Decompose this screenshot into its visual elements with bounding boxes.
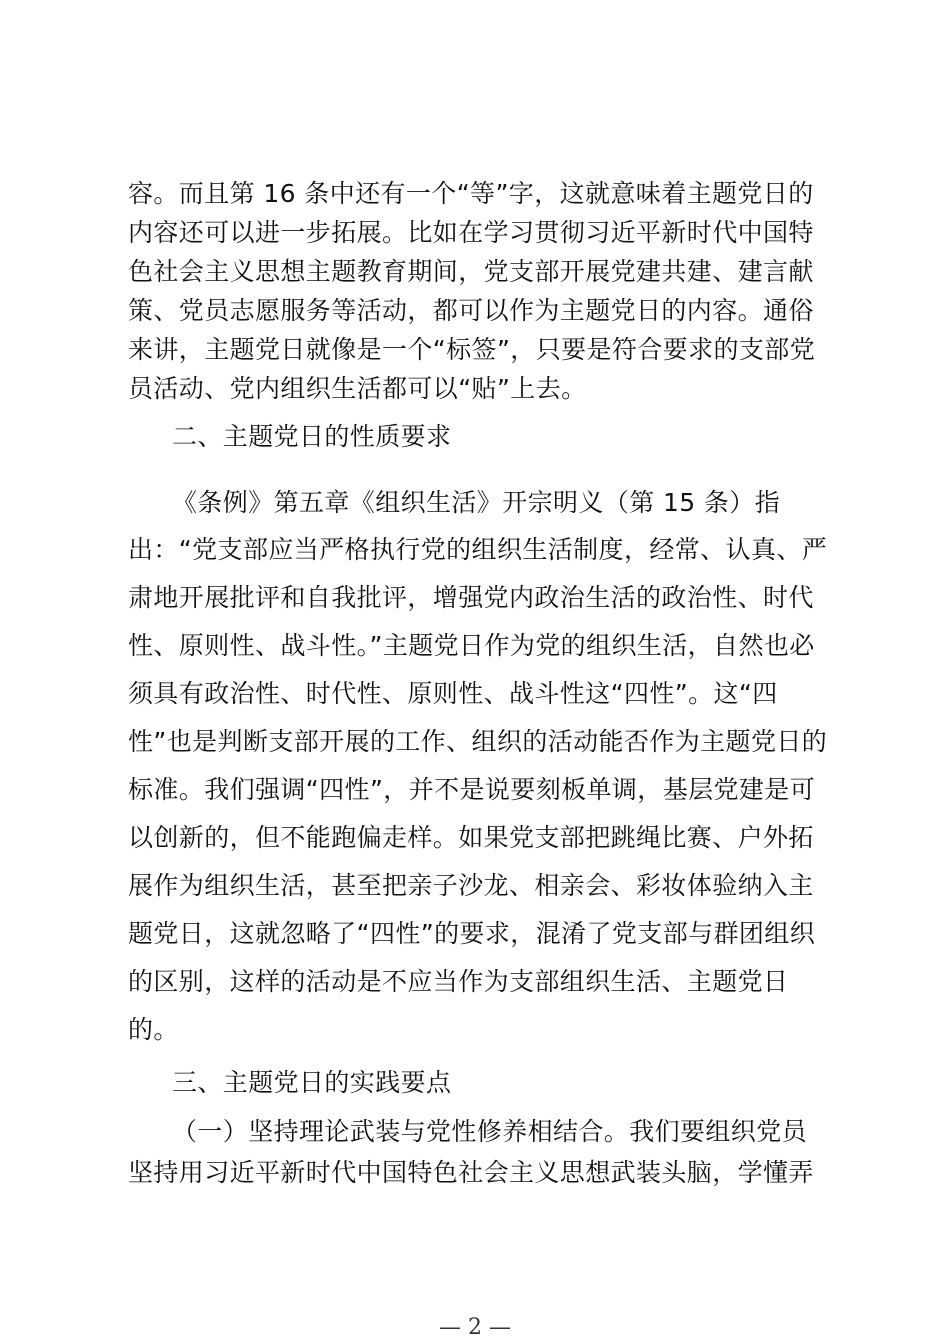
section-heading: 二、主题党日的性质要求 [172, 422, 452, 451]
text-line: 标准。我们强调“四性”，并不是说要刻板单调，基层党建是可 [128, 775, 816, 804]
page-number: — 2 — [439, 1315, 511, 1340]
section-heading: 三、主题党日的实践要点 [172, 1068, 452, 1097]
text-line: 坚持用习近平新时代中国特色社会主义思想武装头脑，学懂弄 [128, 1158, 814, 1187]
text-line: 的。 [128, 1015, 179, 1044]
text-line: 肃地开展批评和自我批评，增强党内政治生活的政治性、时代 [128, 583, 814, 612]
text-line: 容。而且第 16 条中还有一个“等”字，这就意味着主题党日的 [128, 179, 814, 208]
text-line: 以创新的，但不能跑偏走样。如果党支部把跳绳比赛、户外拓 [128, 823, 814, 852]
text-line: （一）坚持理论武装与党性修养相结合。我们要组织党员 [172, 1117, 808, 1146]
text-line: 员活动、党内组织生活都可以“贴”上去。 [128, 374, 587, 403]
text-line: 《条例》第五章《组织生活》开宗明义（第 15 条）指 [172, 488, 781, 517]
text-line: 的区别，这样的活动是不应当作为支部组织生活、主题党日 [128, 967, 789, 996]
text-line: 性”也是判断支部开展的工作、组织的活动能否作为主题党日的 [128, 727, 828, 756]
text-line: 须具有政治性、时代性、原则性、战斗性这“四性”。这“四 [128, 679, 778, 708]
text-line: 性、原则性、战斗性。”主题党日作为党的组织生活，自然也必 [128, 631, 815, 660]
text-line: 出：“党支部应当严格执行党的组织生活制度，经常、认真、严 [128, 535, 828, 564]
text-line: 内容还可以进一步拓展。比如在学习贯彻习近平新时代中国特 [128, 218, 814, 247]
text-line: 来讲，主题党日就像是一个“标签”，只要是符合要求的支部党 [128, 335, 816, 364]
text-line: 色社会主义思想主题教育期间，党支部开展党建共建、建言献 [128, 257, 814, 286]
text-line: 展作为组织生活，甚至把亲子沙龙、相亲会、彩妆体验纳入主 [128, 871, 814, 900]
text-line: 策、党员志愿服务等活动，都可以作为主题党日的内容。通俗 [128, 296, 814, 325]
text-line: 题党日，这就忽略了“四性”的要求，混淆了党支部与群团组织 [128, 919, 816, 948]
